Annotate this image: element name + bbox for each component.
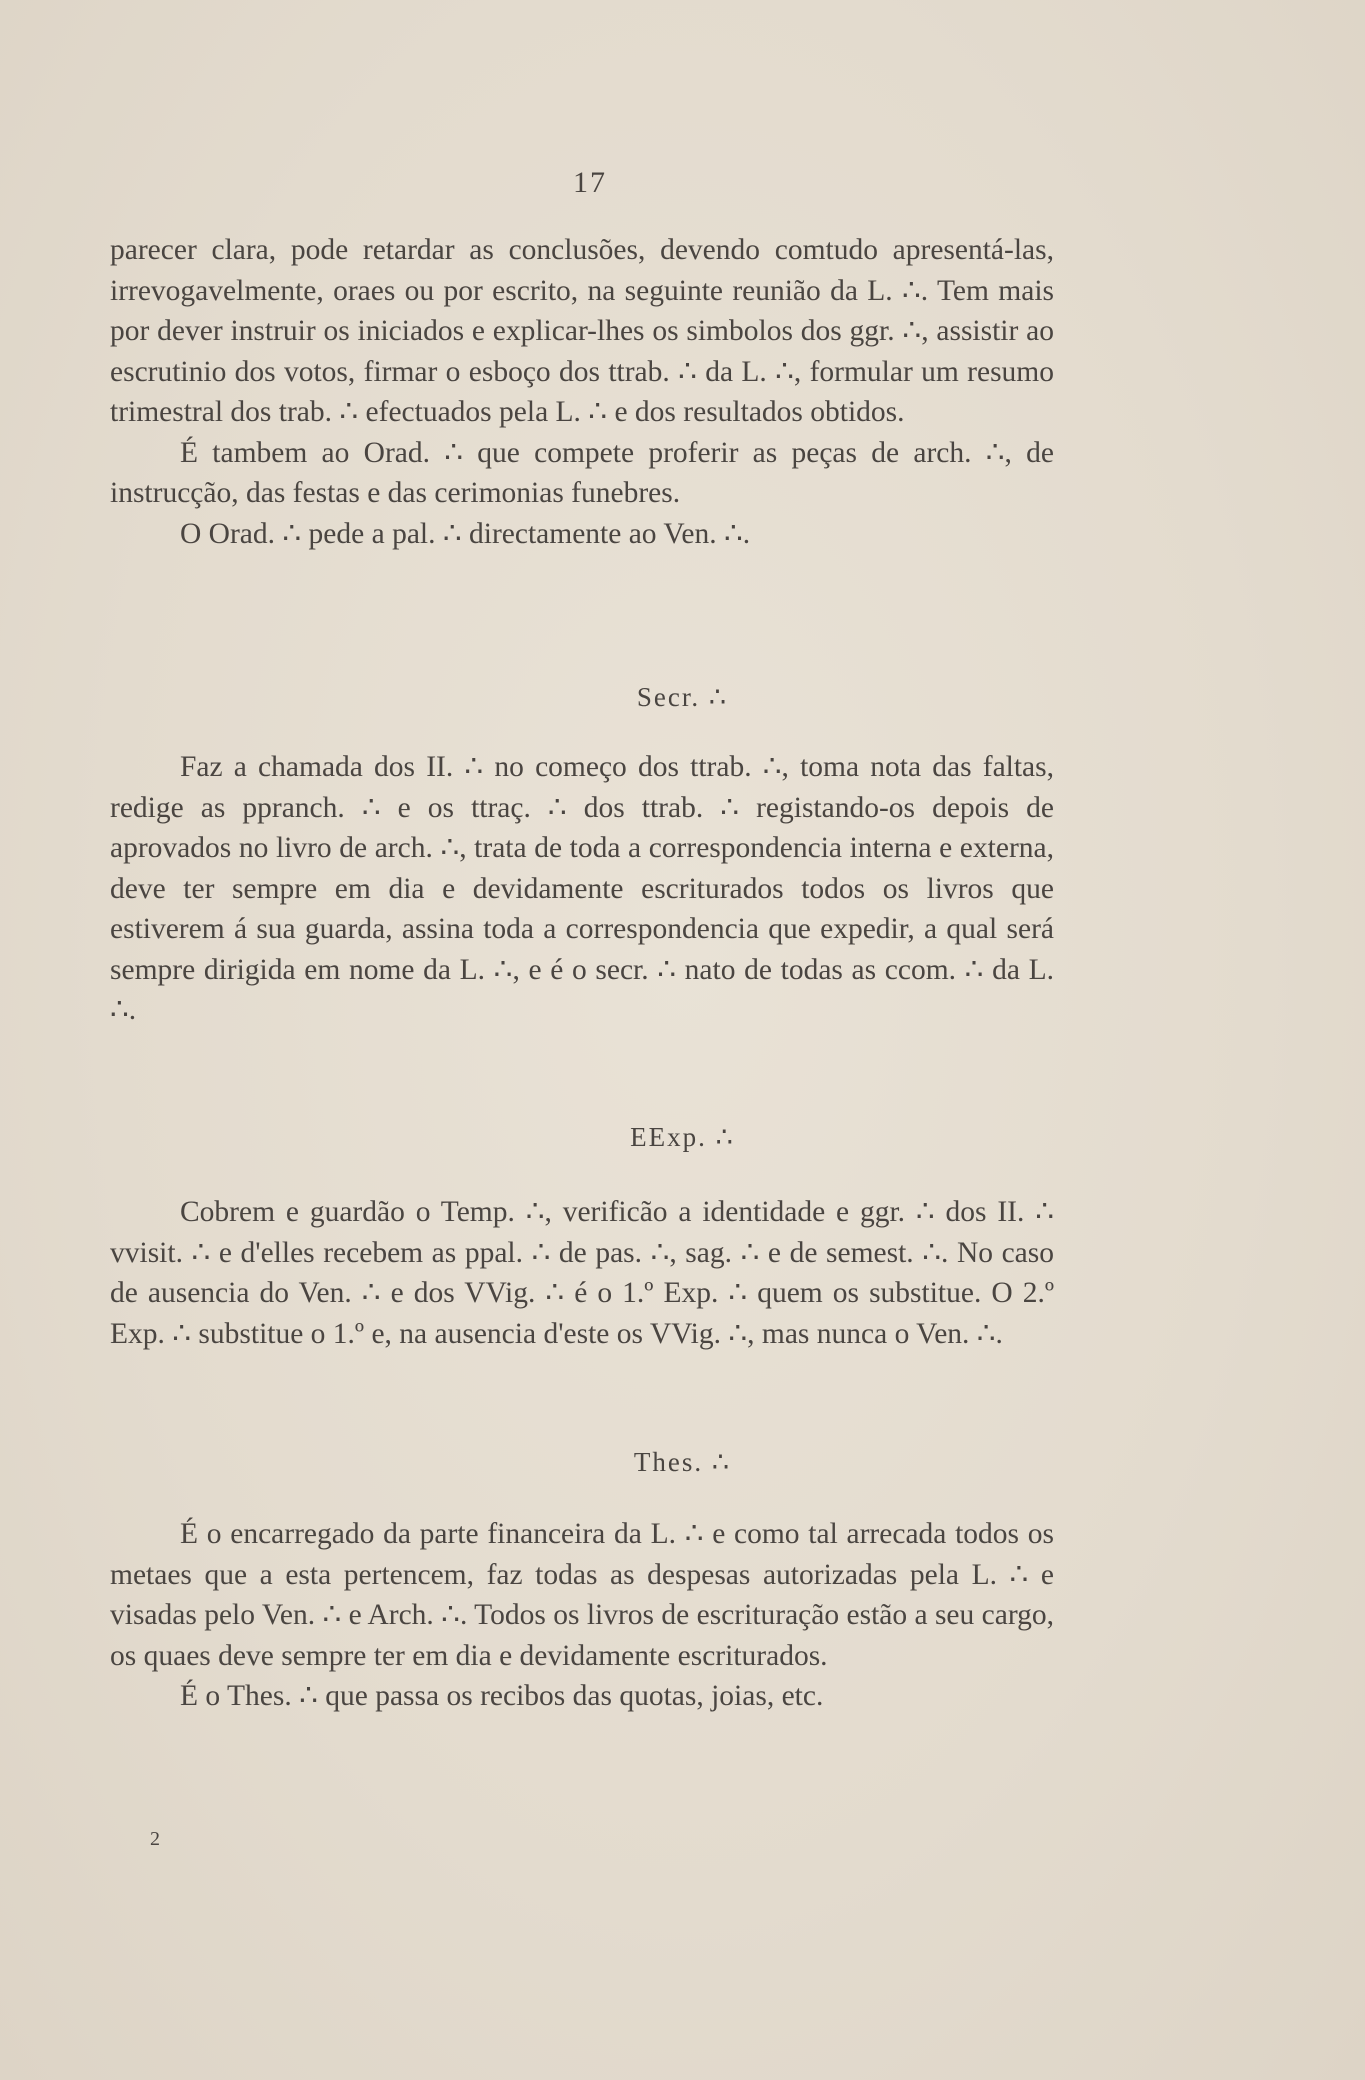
paragraph: É o Thes. ∴ que passa os recibos das quotas, joias, etc. [180,1680,824,1712]
paragraph: É tambem ao Orad. ∴ que compete proferir as peças de arch. ∴, de instrucção, das festas e das cerimonias funebres. [110,436,1054,509]
paragraph: É o encarregado da parte financeira da L. ∴ e como tal arrecada todos os metaes que a esta pertencem, faz todas as despesas autorizadas pela L. ∴ e visadas pelo Ven. ∴ e Arch. ∴. Todos os livros de escrituração estão a seu cargo, os quaes deve sempre ter em dia e devidamente escriturados. [110,1518,1054,1672]
secr-section [110,747,1054,1031]
paragraph: Cobrem e guardão o Temp. ∴, verificão a identidade e ggr. ∴ dos II. ∴ vvisit. ∴ e d'elles recebem as ppal. ∴ de pas. ∴, sag. ∴ e de semest. ∴. No caso de ausencia do Ven. ∴ e dos VVig. ∴ é o 1.º Exp. ∴ quem os substitue. O 2.º Exp. ∴ substitue o 1.º e, na ausencia d'este os VVig. ∴, mas nunca o Ven. ∴. [110,1196,1054,1350]
section-heading-thes: Thes. ∴ [633,1447,732,1477]
thes-section [110,1514,1054,1717]
paragraph: O Orad. ∴ pede a pal. ∴ directamente ao Ven. ∴. [180,517,751,550]
signature-mark: 2 [150,1828,160,1850]
paragraph: parecer clara, pode retardar as conclusões, devendo comtudo apresentá-las, irrevogavelmente, oraes ou por escrito, na seguinte reunião da L. ∴. Tem mais por dever instruir os iniciados e explicar-lhes os simbolos dos ggr. ∴, assistir ao escrutinio dos votos, firmar o esboço dos ttrab. ∴ da L. ∴, formular um resumo trimestral dos trab. ∴ efectuados pela L. ∴ e dos resultados obtidos. [110,234,1054,428]
section-heading-secr: Secr. ∴ [636,682,729,712]
page-number: 17 [573,166,607,199]
section-heading-eexp: EExp. ∴ [630,1122,735,1152]
paragraph: Faz a chamada dos II. ∴ no começo dos ttrab. ∴, toma nota das faltas, redige as ppranch. ∴ e os ttraç. ∴ dos ttrab. ∴ registando-os depois de aprovados no livro de arch. ∴, trata de toda a correspondencia interna e externa, deve ter sempre em dia e devidamente escriturados todos os livros que estiverem á sua guarda, assina toda a correspondencia que expedir, a qual será sempre dirigida em nome da L. ∴, e é o secr. ∴ nato de todas as ccom. ∴ da L. ∴. [110,751,1054,1026]
eexp-section [110,1192,1054,1354]
intro-section [110,230,1054,554]
